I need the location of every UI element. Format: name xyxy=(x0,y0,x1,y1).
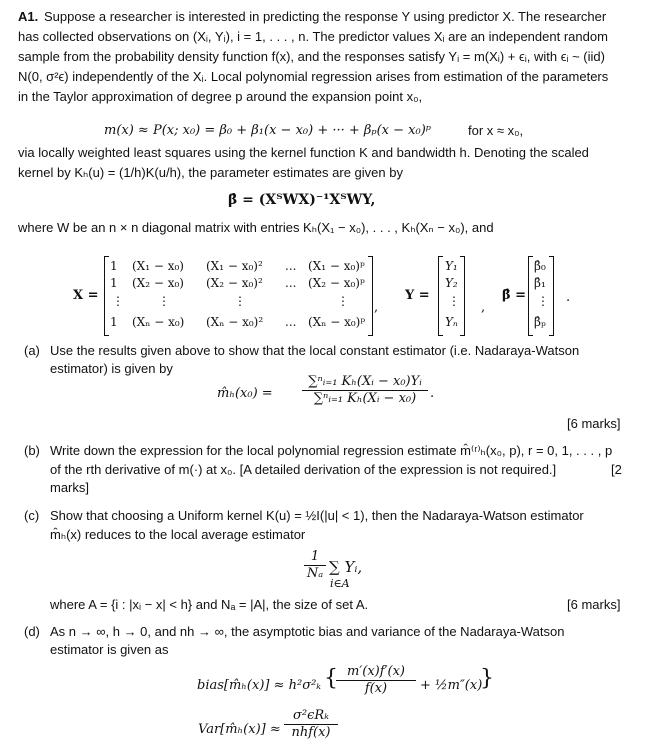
y-vector-label: Y = xyxy=(405,288,430,303)
part-a-label: (a) xyxy=(24,343,40,358)
x-cell: (X₂ − x₀)ᵖ xyxy=(308,276,365,290)
x-cell: (Xₙ − x₀) xyxy=(132,315,185,329)
via-line-2: kernel by Kₕ(u) = (1/h)K(u/h), the parameter estimates are given by xyxy=(18,165,403,180)
x-cell: (Xₙ − x₀)² xyxy=(206,315,264,329)
x-cell: (X₂ − x₀)² xyxy=(206,276,263,290)
x-cell: 1 xyxy=(110,259,118,273)
beta-vector-left-bracket xyxy=(528,256,533,336)
where-w-line: where W be an n × n diagonal matrix with entries Kₕ(X₁ − x₀), . . . , Kₕ(Xₙ − x₀), and xyxy=(18,220,494,235)
y-entry: ⋮ xyxy=(448,294,460,308)
variance-denominator: nhf(x) xyxy=(291,725,331,740)
y-entry: Yₙ xyxy=(445,315,458,329)
beta-hat-equation: β̂ = (XᵀWX)⁻¹XᵀWY, xyxy=(228,192,376,208)
bias-numerator: m′(x)f′(x) xyxy=(336,664,416,681)
part-c-label: (c) xyxy=(24,508,40,523)
x-cell: ⋮ xyxy=(158,294,170,308)
y-entry: Y₂ xyxy=(445,276,458,290)
intro-line-3: sample from the probability density function f(x), and the responses satisfy Yᵢ = m(Xᵢ) + ϵᵢ, with ϵᵢ ~ (iid) xyxy=(18,49,605,64)
nw-denominator: ∑ⁿᵢ₌₁ Kₕ(Xᵢ − x₀) xyxy=(313,391,417,406)
variance-numerator: σ²ϵRₖ xyxy=(284,708,338,725)
nw-estimator-lhs: m̂ₕ(x₀) = xyxy=(217,386,273,401)
part-a-line-2: estimator) is given by xyxy=(50,361,173,376)
intro-line-1: Suppose a researcher is interested in predicting the response Y using predictor X. The researcher xyxy=(44,9,607,24)
x-cell: (X₁ − x₀) xyxy=(132,259,184,273)
local-average-den: Nₐ xyxy=(306,566,324,581)
via-line-1: via locally weighted least squares using the kernel function K and bandwidth h. Denoting the scaled xyxy=(18,145,589,160)
part-d-line-1: As n → ∞, h → 0, and nh → ∞, the asymptotic bias and variance of the Nadaraya-Watson xyxy=(50,624,565,639)
nw-estimator-fraction xyxy=(302,374,428,407)
local-average-num: 1 xyxy=(304,549,326,566)
y-entry: Y₁ xyxy=(445,259,458,273)
intro-line-2: has collected observations on (Xᵢ, Yᵢ), i = 1, . . . , n. The predictor values Xᵢ are an independent random xyxy=(18,29,608,44)
x-matrix-left-bracket xyxy=(104,256,109,336)
beta-entry: β̂₁ xyxy=(534,276,546,290)
part-b-marks: [2 xyxy=(611,462,622,477)
local-average-fraction xyxy=(304,549,326,582)
part-c-line-1: Show that choosing a Uniform kernel K(u) = ½I(|u| < 1), then the Nadaraya-Watson estimator xyxy=(50,508,584,523)
y-vector-right-bracket xyxy=(460,256,465,336)
taylor-condition: for x ≈ x₀, xyxy=(468,123,524,138)
x-cell: ... xyxy=(285,276,297,290)
beta-entry: ⋮ xyxy=(537,294,549,308)
exam-question-page: A1. Suppose a researcher is interested in predicting the response Y using predictor X. The researcher has collected observations on (Xᵢ, Yᵢ), i = 1, . . . , n. The predictor values Xᵢ are an independent random sample from the probability density function f(x), and the responses satisfy Yᵢ = m(Xᵢ) + ϵᵢ, with ϵᵢ ~ (iid) N(0, σ²ϵ) independently of the Xᵢ. Local polynomial regression arises from estimation of the parameters in the Taylor approximation of degree p around the expansion point x₀, m(x) ≈ P(x; x₀) = β₀ + β₁(x − x₀) + ··· + βₚ(x − x₀)ᵖ for x ≈ x₀, via locally weighted least squares using the kernel function K and bandwidth h. Denoting the scaled kernel by Kₕ(u) = (1/h)K(u/h), the parameter estimates are given by β̂ = (XᵀWX)⁻¹XᵀWY, where W be an n × n diagonal matrix with entries Kₕ(X₁ − x₀), . . . , Kₕ(Xₙ − x₀), and X = 1 (X₁ − x₀) (X₁ − x₀)² ... (X₁ − x₀)ᵖ 1 (X₂ − x₀) (X₂ − x₀)² ... (X₂ − x₀)ᵖ ⋮ ⋮ ⋮ ⋮ 1 (Xₙ − x₀) (Xₙ − x₀)² ... (Xₙ − x₀)ᵖ , Y = Y₁ Y₂ ⋮ Yₙ , β̂ = β̂₀ β̂₁ ⋮ β̂ₚ . (a) Use the results given above to show that the local constant estimator (i.e. Nadaraya-Watson estimator) is given by m̂ₕ(x₀) = $\frac{\text{∑ⁿᵢ₌₁ Kₕ(Xᵢ − x₀)Yᵢ}}{\text{∑ⁿᵢ₌₁ Kₕ(Xᵢ − x₀)}}$ . [6 marks] (b) Write down the expression for the local polynomial regression estimate m̂⁽ʳ⁾ₕ(x₀, p), r = 0, 1, . . . , p of the rth derivative of m(·) at x₀. [A detailed derivation of the expression is not required.] [2 marks] (c) Show that choosing a Uniform kernel K(u) = ½I(|u| < 1), then the Nadaraya-Watson estimator m̂ₕ(x) reduces to the local average estimator $\frac{1}{\text{Nₐ}}$ ∑ Yᵢ, i∈A where A = {i : |xᵢ − x| < h} and Nₐ = |A|, the size of set A. [6 marks] (d) As n → ∞, h → 0, and nh → ∞, the asymptotic bias and variance of the Nadaraya-Watson estimator is given as bias[m̂ₕ(x)] ≈ h²σ²ₖ { $\frac{m'(x)f'(x)}{f(x)}$ + ½m″(x) } Var[m̂ₕ(x)] ≈ σ²ϵRₖ nhf(x) xyxy=(18,9,622,740)
part-c-line-2: m̂ₕ(x) reduces to the local average estimator xyxy=(50,527,306,542)
part-d-line-2: estimator is given as xyxy=(50,642,169,657)
beta-entry: β̂₀ xyxy=(534,259,546,273)
part-b-label: (b) xyxy=(24,443,40,458)
part-a-line-1: Use the results given above to show that the local constant estimator (i.e. Nadaraya-Watson xyxy=(50,343,580,358)
x-cell: 1 xyxy=(110,315,118,329)
part-d-label: (d) xyxy=(24,624,40,639)
x-cell: (X₁ − x₀)² xyxy=(206,259,263,273)
part-a-marks: [6 marks] xyxy=(567,416,621,431)
part-b-line-2: of the rth derivative of m(·) at x₀. [A detailed derivation of the expression is not required.] xyxy=(50,462,557,477)
x-cell: ⋮ xyxy=(337,294,349,308)
x-cell: 1 xyxy=(110,276,118,290)
question-label: A1. xyxy=(18,9,39,24)
nw-numerator: ∑ⁿᵢ₌₁ Kₕ(Xᵢ − x₀)Yᵢ xyxy=(302,374,428,391)
x-cell: (X₁ − x₀)ᵖ xyxy=(308,259,365,273)
part-b-line-1: Write down the expression for the local polynomial regression estimate m̂⁽ʳ⁾ₕ(x₀, p), r = 0, 1, . . . , p xyxy=(50,443,613,458)
x-matrix-right-bracket xyxy=(368,256,373,336)
beta-vector-right-bracket xyxy=(549,256,554,336)
local-average-sum: ∑ Yᵢ, xyxy=(329,558,363,576)
bias-lhs: bias[m̂ₕ(x)] ≈ h²σ²ₖ xyxy=(197,678,322,693)
bias-tail: + ½m″(x) xyxy=(420,678,483,693)
part-b-line-3: marks] xyxy=(50,480,89,495)
beta-vector-label: β̂ = xyxy=(502,288,527,303)
variance-lhs: Var[m̂ₕ(x)] ≈ xyxy=(198,722,281,737)
x-cell: (Xₙ − x₀)ᵖ xyxy=(308,315,366,329)
intro-line-4: N(0, σ²ϵ) independently of the Xᵢ. Local polynomial regression arises from estimation of the parameters xyxy=(18,69,609,84)
x-cell: ... xyxy=(285,315,297,329)
part-c-where: where A = {i : |xᵢ − x| < h} and Nₐ = |A|, the size of set A. xyxy=(50,597,369,612)
x-cell: ... xyxy=(285,259,297,273)
x-cell: (X₂ − x₀) xyxy=(132,276,184,290)
intro-line-5: in the Taylor approximation of degree p around the expansion point x₀, xyxy=(18,89,423,104)
beta-entry: β̂ₚ xyxy=(534,315,546,329)
x-matrix-label: X = xyxy=(73,288,99,303)
x-cell: ⋮ xyxy=(234,294,246,308)
local-average-sum-sub: i∈A xyxy=(330,577,350,590)
y-vector-left-bracket xyxy=(438,256,443,336)
part-c-marks: [6 marks] xyxy=(567,597,621,612)
bias-fraction xyxy=(336,664,416,697)
variance-fraction xyxy=(284,708,338,741)
taylor-equation: m(x) ≈ P(x; x₀) = β₀ + β₁(x − x₀) + ··· + βₚ(x − x₀)ᵖ xyxy=(104,123,431,138)
bias-denominator: f(x) xyxy=(364,681,388,696)
x-cell: ⋮ xyxy=(112,294,124,308)
